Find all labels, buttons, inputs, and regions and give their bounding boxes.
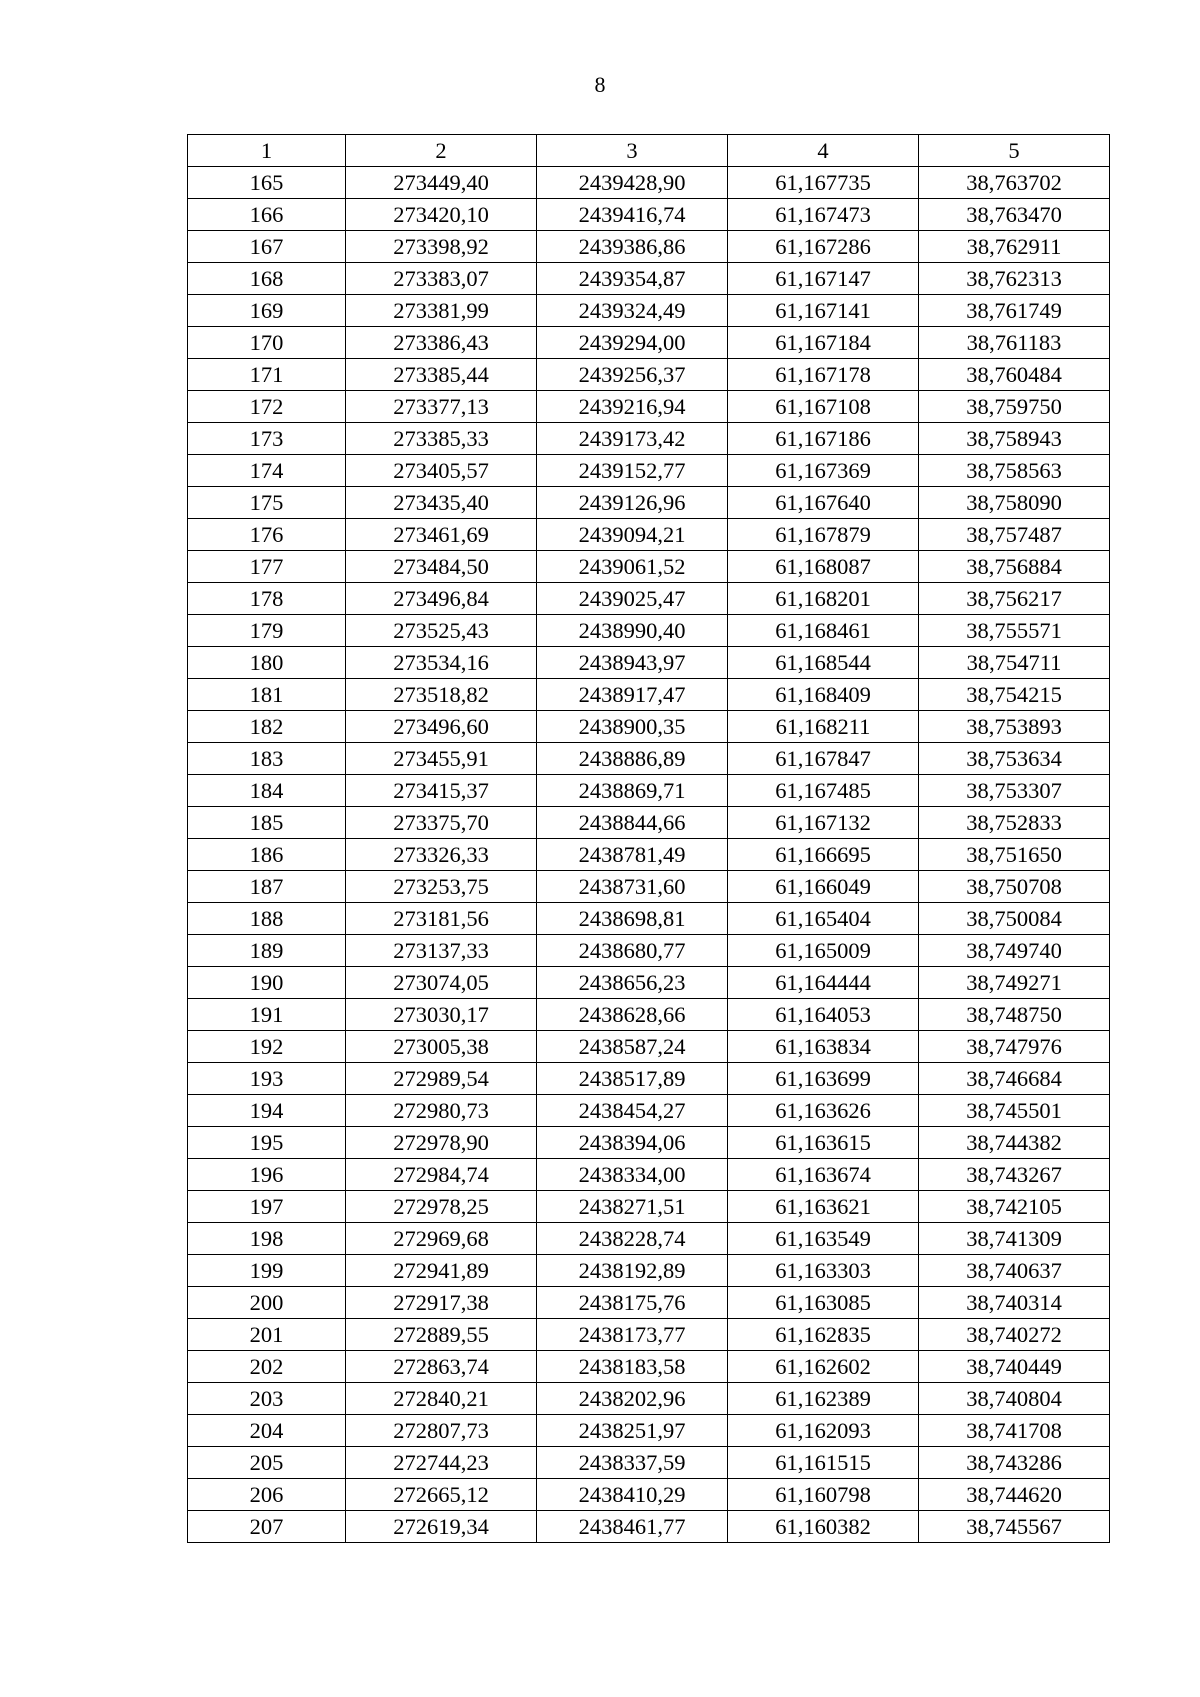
- longitude-cell: 38,761749: [919, 295, 1110, 327]
- longitude-cell: 38,750708: [919, 871, 1110, 903]
- latitude-cell: 61,167485: [728, 775, 919, 807]
- longitude-cell: 38,753307: [919, 775, 1110, 807]
- latitude-cell: 61,163303: [728, 1255, 919, 1287]
- x-coordinate-cell: 272619,34: [346, 1511, 537, 1543]
- latitude-cell: 61,162602: [728, 1351, 919, 1383]
- y-coordinate-cell: 2438886,89: [537, 743, 728, 775]
- table-body: [188, 167, 1110, 1543]
- latitude-cell: 61,163085: [728, 1287, 919, 1319]
- point-number-cell: 199: [188, 1255, 346, 1287]
- table-row: [188, 1255, 1110, 1287]
- point-number-cell: 188: [188, 903, 346, 935]
- point-number-cell: 172: [188, 391, 346, 423]
- page-number: 8: [594, 72, 606, 97]
- table-row: [188, 167, 1110, 199]
- point-number-cell: 186: [188, 839, 346, 871]
- table-row: [188, 999, 1110, 1031]
- x-coordinate-cell: 273455,91: [346, 743, 537, 775]
- longitude-cell: 38,758563: [919, 455, 1110, 487]
- longitude-cell: 38,740804: [919, 1383, 1110, 1415]
- y-coordinate-cell: 2438869,71: [537, 775, 728, 807]
- table-row: [188, 1191, 1110, 1223]
- latitude-cell: 61,167141: [728, 295, 919, 327]
- x-coordinate-cell: 273375,70: [346, 807, 537, 839]
- latitude-cell: 61,168544: [728, 647, 919, 679]
- longitude-cell: 38,744382: [919, 1127, 1110, 1159]
- latitude-cell: 61,167178: [728, 359, 919, 391]
- x-coordinate-cell: 273381,99: [346, 295, 537, 327]
- latitude-cell: 61,163674: [728, 1159, 919, 1191]
- y-coordinate-cell: 2438943,97: [537, 647, 728, 679]
- latitude-cell: 61,165404: [728, 903, 919, 935]
- y-coordinate-cell: 2438587,24: [537, 1031, 728, 1063]
- point-number-cell: 194: [188, 1095, 346, 1127]
- latitude-cell: 61,167108: [728, 391, 919, 423]
- table-row: [188, 199, 1110, 231]
- x-coordinate-cell: 273137,33: [346, 935, 537, 967]
- x-coordinate-cell: 273435,40: [346, 487, 537, 519]
- y-coordinate-cell: 2439294,00: [537, 327, 728, 359]
- x-coordinate-cell: 273496,60: [346, 711, 537, 743]
- x-coordinate-cell: 273525,43: [346, 615, 537, 647]
- y-coordinate-cell: 2439354,87: [537, 263, 728, 295]
- x-coordinate-cell: 273030,17: [346, 999, 537, 1031]
- longitude-cell: 38,752833: [919, 807, 1110, 839]
- latitude-cell: 61,168409: [728, 679, 919, 711]
- y-coordinate-cell: 2439025,47: [537, 583, 728, 615]
- y-coordinate-cell: 2438698,81: [537, 903, 728, 935]
- longitude-cell: 38,762313: [919, 263, 1110, 295]
- point-number-cell: 206: [188, 1479, 346, 1511]
- table-row: [188, 871, 1110, 903]
- latitude-cell: 61,160382: [728, 1511, 919, 1543]
- point-number-cell: 184: [188, 775, 346, 807]
- table-row: [188, 1415, 1110, 1447]
- point-number-cell: 173: [188, 423, 346, 455]
- point-number-cell: 167: [188, 231, 346, 263]
- point-number-cell: 179: [188, 615, 346, 647]
- x-coordinate-cell: 272980,73: [346, 1095, 537, 1127]
- point-number-cell: 169: [188, 295, 346, 327]
- point-number-cell: 170: [188, 327, 346, 359]
- table-row: [188, 1063, 1110, 1095]
- x-coordinate-cell: 273420,10: [346, 199, 537, 231]
- table-row: [188, 455, 1110, 487]
- latitude-cell: 61,163834: [728, 1031, 919, 1063]
- longitude-cell: 38,756217: [919, 583, 1110, 615]
- longitude-cell: 38,762911: [919, 231, 1110, 263]
- longitude-cell: 38,749740: [919, 935, 1110, 967]
- latitude-cell: 61,165009: [728, 935, 919, 967]
- x-coordinate-cell: 273496,84: [346, 583, 537, 615]
- table-row: [188, 487, 1110, 519]
- x-coordinate-cell: 273415,37: [346, 775, 537, 807]
- longitude-cell: 38,754711: [919, 647, 1110, 679]
- longitude-cell: 38,744620: [919, 1479, 1110, 1511]
- y-coordinate-cell: 2438175,76: [537, 1287, 728, 1319]
- y-coordinate-cell: 2438656,23: [537, 967, 728, 999]
- point-number-cell: 175: [188, 487, 346, 519]
- longitude-cell: 38,754215: [919, 679, 1110, 711]
- point-number-cell: 201: [188, 1319, 346, 1351]
- x-coordinate-cell: 273383,07: [346, 263, 537, 295]
- table-row: [188, 263, 1110, 295]
- table-row: [188, 1159, 1110, 1191]
- longitude-cell: 38,746684: [919, 1063, 1110, 1095]
- table-row: [188, 551, 1110, 583]
- point-number-cell: 185: [188, 807, 346, 839]
- longitude-cell: 38,760484: [919, 359, 1110, 391]
- x-coordinate-cell: 273385,44: [346, 359, 537, 391]
- table-row: [188, 327, 1110, 359]
- y-coordinate-cell: 2438917,47: [537, 679, 728, 711]
- point-number-cell: 182: [188, 711, 346, 743]
- y-coordinate-cell: 2438334,00: [537, 1159, 728, 1191]
- y-coordinate-cell: 2438990,40: [537, 615, 728, 647]
- y-coordinate-cell: 2438183,58: [537, 1351, 728, 1383]
- y-coordinate-cell: 2438271,51: [537, 1191, 728, 1223]
- longitude-cell: 38,741309: [919, 1223, 1110, 1255]
- x-coordinate-cell: 273253,75: [346, 871, 537, 903]
- latitude-cell: 61,168211: [728, 711, 919, 743]
- latitude-cell: 61,167735: [728, 167, 919, 199]
- table-row: [188, 1351, 1110, 1383]
- point-number-cell: 205: [188, 1447, 346, 1479]
- point-number-cell: 181: [188, 679, 346, 711]
- longitude-cell: 38,745567: [919, 1511, 1110, 1543]
- longitude-cell: 38,740637: [919, 1255, 1110, 1287]
- latitude-cell: 61,166049: [728, 871, 919, 903]
- x-coordinate-cell: 273461,69: [346, 519, 537, 551]
- longitude-cell: 38,756884: [919, 551, 1110, 583]
- point-number-cell: 198: [188, 1223, 346, 1255]
- y-coordinate-cell: 2439173,42: [537, 423, 728, 455]
- table-row: [188, 775, 1110, 807]
- point-number-cell: 165: [188, 167, 346, 199]
- table-row: [188, 359, 1110, 391]
- latitude-cell: 61,167879: [728, 519, 919, 551]
- longitude-cell: 38,753893: [919, 711, 1110, 743]
- table-row: [188, 231, 1110, 263]
- longitude-cell: 38,740449: [919, 1351, 1110, 1383]
- x-coordinate-cell: 273385,33: [346, 423, 537, 455]
- latitude-cell: 61,163626: [728, 1095, 919, 1127]
- x-coordinate-cell: 272840,21: [346, 1383, 537, 1415]
- table-row: [188, 839, 1110, 871]
- point-number-cell: 178: [188, 583, 346, 615]
- table-row: [188, 711, 1110, 743]
- point-number-cell: 202: [188, 1351, 346, 1383]
- point-number-cell: 197: [188, 1191, 346, 1223]
- longitude-cell: 38,763470: [919, 199, 1110, 231]
- y-coordinate-cell: 2439428,90: [537, 167, 728, 199]
- point-number-cell: 166: [188, 199, 346, 231]
- x-coordinate-cell: 273181,56: [346, 903, 537, 935]
- y-coordinate-cell: 2438192,89: [537, 1255, 728, 1287]
- y-coordinate-cell: 2438900,35: [537, 711, 728, 743]
- table-row: [188, 1095, 1110, 1127]
- table-row: [188, 1287, 1110, 1319]
- y-coordinate-cell: 2438410,29: [537, 1479, 728, 1511]
- latitude-cell: 61,167473: [728, 199, 919, 231]
- table-row: [188, 1031, 1110, 1063]
- latitude-cell: 61,167369: [728, 455, 919, 487]
- y-coordinate-cell: 2438844,66: [537, 807, 728, 839]
- latitude-cell: 61,167147: [728, 263, 919, 295]
- point-number-cell: 174: [188, 455, 346, 487]
- column-header-2: 2: [346, 135, 537, 167]
- longitude-cell: 38,747976: [919, 1031, 1110, 1063]
- latitude-cell: 61,168087: [728, 551, 919, 583]
- longitude-cell: 38,759750: [919, 391, 1110, 423]
- y-coordinate-cell: 2439152,77: [537, 455, 728, 487]
- longitude-cell: 38,751650: [919, 839, 1110, 871]
- point-number-cell: 171: [188, 359, 346, 391]
- table-row: [188, 1127, 1110, 1159]
- latitude-cell: 61,166695: [728, 839, 919, 871]
- longitude-cell: 38,741708: [919, 1415, 1110, 1447]
- longitude-cell: 38,761183: [919, 327, 1110, 359]
- table-row: [188, 935, 1110, 967]
- table-row: [188, 1319, 1110, 1351]
- x-coordinate-cell: 273518,82: [346, 679, 537, 711]
- x-coordinate-cell: 272917,38: [346, 1287, 537, 1319]
- x-coordinate-cell: 272941,89: [346, 1255, 537, 1287]
- point-number-cell: 196: [188, 1159, 346, 1191]
- y-coordinate-cell: 2438731,60: [537, 871, 728, 903]
- x-coordinate-cell: 272989,54: [346, 1063, 537, 1095]
- y-coordinate-cell: 2439126,96: [537, 487, 728, 519]
- latitude-cell: 61,167186: [728, 423, 919, 455]
- x-coordinate-cell: 273386,43: [346, 327, 537, 359]
- table-row: [188, 1447, 1110, 1479]
- x-coordinate-cell: 273074,05: [346, 967, 537, 999]
- latitude-cell: 61,167286: [728, 231, 919, 263]
- y-coordinate-cell: 2439324,49: [537, 295, 728, 327]
- y-coordinate-cell: 2438517,89: [537, 1063, 728, 1095]
- latitude-cell: 61,160798: [728, 1479, 919, 1511]
- x-coordinate-cell: 272744,23: [346, 1447, 537, 1479]
- y-coordinate-cell: 2438173,77: [537, 1319, 728, 1351]
- table-row: [188, 1383, 1110, 1415]
- y-coordinate-cell: 2439094,21: [537, 519, 728, 551]
- latitude-cell: 61,163615: [728, 1127, 919, 1159]
- table-row: [188, 295, 1110, 327]
- y-coordinate-cell: 2439386,86: [537, 231, 728, 263]
- latitude-cell: 61,163699: [728, 1063, 919, 1095]
- longitude-cell: 38,740272: [919, 1319, 1110, 1351]
- table-row: [188, 807, 1110, 839]
- point-number-cell: 204: [188, 1415, 346, 1447]
- point-number-cell: 207: [188, 1511, 346, 1543]
- x-coordinate-cell: 273005,38: [346, 1031, 537, 1063]
- longitude-cell: 38,753634: [919, 743, 1110, 775]
- y-coordinate-cell: 2438461,77: [537, 1511, 728, 1543]
- latitude-cell: 61,164444: [728, 967, 919, 999]
- point-number-cell: 180: [188, 647, 346, 679]
- point-number-cell: 203: [188, 1383, 346, 1415]
- latitude-cell: 61,162093: [728, 1415, 919, 1447]
- y-coordinate-cell: 2438228,74: [537, 1223, 728, 1255]
- y-coordinate-cell: 2438454,27: [537, 1095, 728, 1127]
- longitude-cell: 38,755571: [919, 615, 1110, 647]
- latitude-cell: 61,163549: [728, 1223, 919, 1255]
- longitude-cell: 38,757487: [919, 519, 1110, 551]
- y-coordinate-cell: 2438251,97: [537, 1415, 728, 1447]
- latitude-cell: 61,164053: [728, 999, 919, 1031]
- table-row: [188, 647, 1110, 679]
- point-number-cell: 192: [188, 1031, 346, 1063]
- latitude-cell: 61,162835: [728, 1319, 919, 1351]
- longitude-cell: 38,749271: [919, 967, 1110, 999]
- longitude-cell: 38,742105: [919, 1191, 1110, 1223]
- x-coordinate-cell: 272665,12: [346, 1479, 537, 1511]
- longitude-cell: 38,743267: [919, 1159, 1110, 1191]
- latitude-cell: 61,168461: [728, 615, 919, 647]
- point-number-cell: 200: [188, 1287, 346, 1319]
- table-row: [188, 519, 1110, 551]
- latitude-cell: 61,167132: [728, 807, 919, 839]
- point-number-cell: 195: [188, 1127, 346, 1159]
- column-header-5: 5: [919, 135, 1110, 167]
- longitude-cell: 38,750084: [919, 903, 1110, 935]
- x-coordinate-cell: 272807,73: [346, 1415, 537, 1447]
- table-row: [188, 903, 1110, 935]
- y-coordinate-cell: 2438202,96: [537, 1383, 728, 1415]
- longitude-cell: 38,743286: [919, 1447, 1110, 1479]
- x-coordinate-cell: 272889,55: [346, 1319, 537, 1351]
- y-coordinate-cell: 2439256,37: [537, 359, 728, 391]
- longitude-cell: 38,763702: [919, 167, 1110, 199]
- x-coordinate-cell: 273405,57: [346, 455, 537, 487]
- x-coordinate-cell: 273534,16: [346, 647, 537, 679]
- point-number-cell: 168: [188, 263, 346, 295]
- table-row: [188, 1223, 1110, 1255]
- table-row: [188, 391, 1110, 423]
- y-coordinate-cell: 2439416,74: [537, 199, 728, 231]
- point-number-cell: 183: [188, 743, 346, 775]
- point-number-cell: 191: [188, 999, 346, 1031]
- x-coordinate-cell: 272863,74: [346, 1351, 537, 1383]
- x-coordinate-cell: 273449,40: [346, 167, 537, 199]
- y-coordinate-cell: 2438337,59: [537, 1447, 728, 1479]
- latitude-cell: 61,168201: [728, 583, 919, 615]
- x-coordinate-cell: 273484,50: [346, 551, 537, 583]
- latitude-cell: 61,167640: [728, 487, 919, 519]
- table-row: [188, 967, 1110, 999]
- point-number-cell: 187: [188, 871, 346, 903]
- point-number-cell: 176: [188, 519, 346, 551]
- table-row: [188, 423, 1110, 455]
- latitude-cell: 61,163621: [728, 1191, 919, 1223]
- longitude-cell: 38,740314: [919, 1287, 1110, 1319]
- x-coordinate-cell: 272969,68: [346, 1223, 537, 1255]
- latitude-cell: 61,167847: [728, 743, 919, 775]
- table-header-row: [188, 135, 1110, 167]
- y-coordinate-cell: 2439061,52: [537, 551, 728, 583]
- table-row: [188, 615, 1110, 647]
- x-coordinate-cell: 273326,33: [346, 839, 537, 871]
- x-coordinate-cell: 273377,13: [346, 391, 537, 423]
- table-row: [188, 679, 1110, 711]
- longitude-cell: 38,758090: [919, 487, 1110, 519]
- point-number-cell: 193: [188, 1063, 346, 1095]
- latitude-cell: 61,167184: [728, 327, 919, 359]
- x-coordinate-cell: 272978,90: [346, 1127, 537, 1159]
- y-coordinate-cell: 2438781,49: [537, 839, 728, 871]
- y-coordinate-cell: 2438394,06: [537, 1127, 728, 1159]
- point-number-cell: 190: [188, 967, 346, 999]
- coordinates-table: [187, 134, 1110, 1543]
- longitude-cell: 38,758943: [919, 423, 1110, 455]
- point-number-cell: 177: [188, 551, 346, 583]
- table-row: [188, 1479, 1110, 1511]
- column-header-3: 3: [537, 135, 728, 167]
- x-coordinate-cell: 273398,92: [346, 231, 537, 263]
- table-row: [188, 1511, 1110, 1543]
- y-coordinate-cell: 2438628,66: [537, 999, 728, 1031]
- table-row: [188, 743, 1110, 775]
- longitude-cell: 38,748750: [919, 999, 1110, 1031]
- latitude-cell: 61,162389: [728, 1383, 919, 1415]
- x-coordinate-cell: 272984,74: [346, 1159, 537, 1191]
- column-header-1: 1: [188, 135, 346, 167]
- longitude-cell: 38,745501: [919, 1095, 1110, 1127]
- y-coordinate-cell: 2439216,94: [537, 391, 728, 423]
- latitude-cell: 61,161515: [728, 1447, 919, 1479]
- y-coordinate-cell: 2438680,77: [537, 935, 728, 967]
- x-coordinate-cell: 272978,25: [346, 1191, 537, 1223]
- table-row: [188, 583, 1110, 615]
- point-number-cell: 189: [188, 935, 346, 967]
- column-header-4: 4: [728, 135, 919, 167]
